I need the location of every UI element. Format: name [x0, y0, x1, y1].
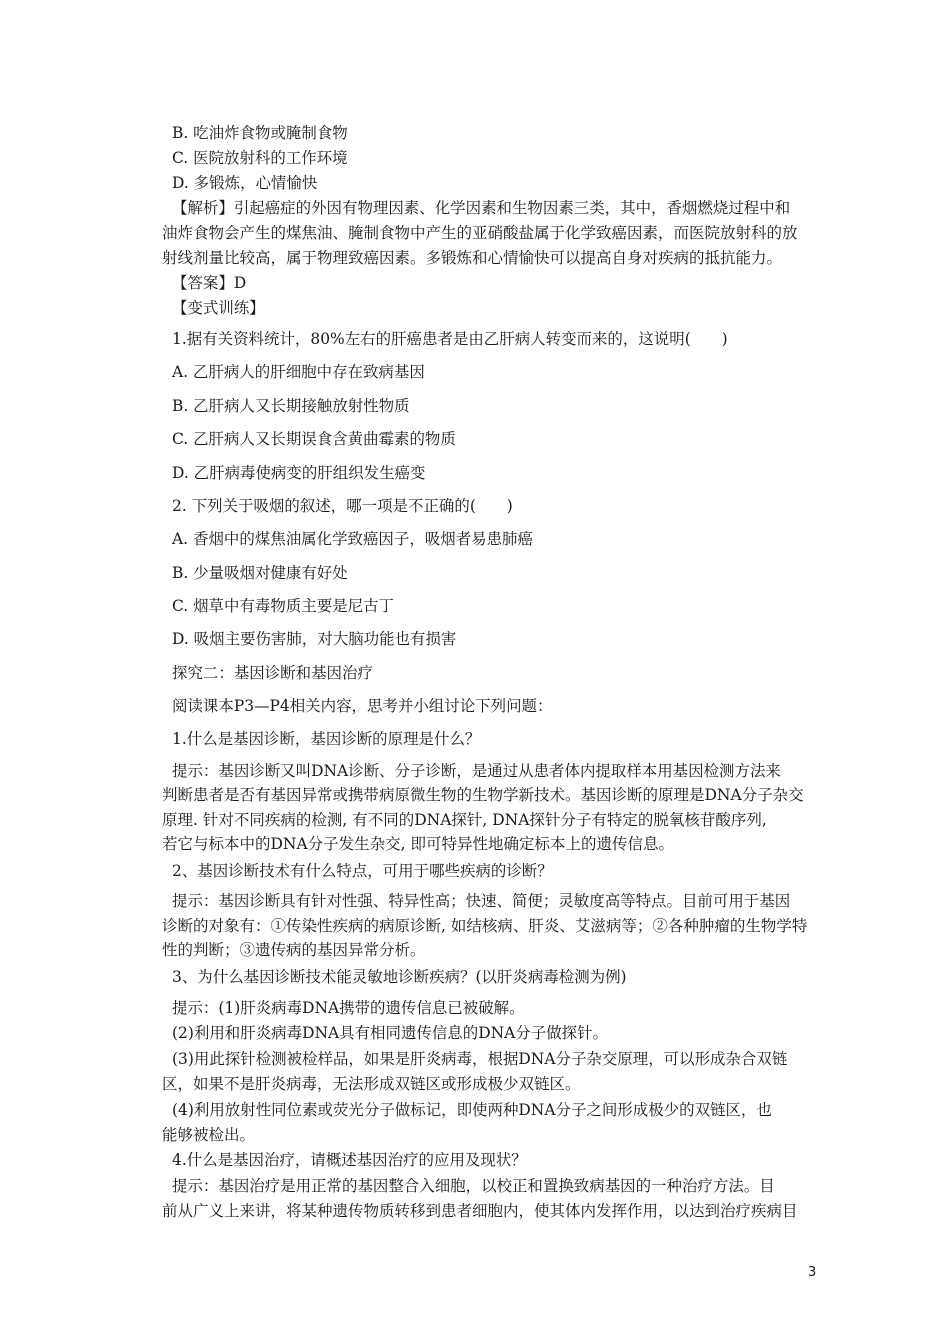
- discussion-q3: 3、为什么基因诊断技术能灵敏地诊断疾病？(以肝炎病毒检测为例): [172, 968, 627, 986]
- hint-2-line-2: 诊断的对象有：①传染性疾病的病原诊断, 如结核病、肝炎、艾滋病等；②各种肿瘤的生物学特: [162, 917, 808, 935]
- option-d: D. 多锻炼，心情愉快: [172, 174, 318, 192]
- hint-1-line-3: 原理. 针对不同疾病的检测, 有不同的DNA探针, DNA探针分子有特定的脱氧核苷酸序列,: [162, 811, 767, 829]
- hint-2-line-3: 性的判断；③遗传病的基因异常分析。: [162, 941, 426, 959]
- hint-3-line-5: (4)利用放射性同位素或荧光分子做标记，即使两种DNA分子之间形成极少的双链区，也: [172, 1101, 772, 1119]
- hint-4-line-2: 前从广义上来讲，将某种遗传物质转移到患者细胞内，使其体内发挥作用，以达到治疗疾病目: [162, 1202, 798, 1220]
- hint-1-line-2: 判断患者是否有基因异常或携带病原微生物的生物学新技术。基因诊断的原理是DNA分子杂交: [162, 786, 804, 804]
- q1-option-b: B. 乙肝病人又长期接触放射性物质: [172, 397, 410, 415]
- hint-3-line-4: 区，如果不是肝炎病毒，无法形成双链区或形成极少双链区。: [162, 1075, 581, 1093]
- analysis-line-2: 油炸食物会产生的煤焦油、腌制食物中产生的亚硝酸盐属于化学致癌因素，而医院放射科的放: [162, 224, 798, 242]
- hint-2-line-1: 提示：基因诊断具有针对性强、特异性高；快速、简便；灵敏度高等特点。目前可用于基因: [172, 892, 791, 910]
- reading-instruction: 阅读课本P3—P4相关内容，思考并小组讨论下列问题：: [172, 697, 553, 715]
- hint-3-line-6: 能够被检出。: [162, 1126, 256, 1144]
- q2-option-d: D. 吸烟主要伤害肺，对大脑功能也有损害: [172, 630, 457, 648]
- hint-1-line-1: 提示：基因诊断又叫DNA诊断、分子诊断，是通过从患者体内提取样本用基因检测方法来: [172, 762, 781, 780]
- discussion-q1: 1.什么是基因诊断，基因诊断的原理是什么？: [172, 730, 481, 748]
- hint-3-line-2: (2)利用和肝炎病毒DNA具有相同遗传信息的DNA分子做探针。: [172, 1024, 609, 1042]
- page-number: 3: [808, 1265, 817, 1280]
- analysis-line-1: 【解析】引起癌症的外因有物理因素、化学因素和生物因素三类，其中，香烟燃烧过程中和: [172, 199, 791, 217]
- discussion-q4: 4.什么是基因治疗，请概述基因治疗的应用及现状？: [172, 1151, 527, 1169]
- hint-1-line-4: 若它与标本中的DNA分子发生杂交, 即可特异性地确定标本上的遗传信息。: [162, 835, 675, 853]
- hint-3-line-3: (3)用此探针检测被检样品，如果是肝炎病毒，根据DNA分子杂交原理，可以形成杂合双链: [172, 1050, 788, 1068]
- question-1: 1.据有关资料统计，80%左右的肝癌患者是由乙肝病人转变而来的，这说明( ): [172, 330, 728, 348]
- q2-option-c: C. 烟草中有毒物质主要是尼古丁: [172, 597, 395, 615]
- q2-option-a: A. 香烟中的煤焦油属化学致癌因子，吸烟者易患肺癌: [172, 530, 533, 548]
- analysis-line-3: 射线剂量比较高，属于物理致癌因素。多锻炼和心情愉快可以提高自身对疾病的抵抗能力。: [162, 249, 783, 267]
- option-b: B. 吃油炸食物或腌制食物: [172, 124, 348, 142]
- q1-option-d: D. 乙肝病毒使病变的肝组织发生癌变: [172, 464, 426, 482]
- q1-option-a: A. 乙肝病人的肝细胞中存在致病基因: [172, 363, 425, 381]
- answer-label: 【答案】D: [172, 274, 247, 292]
- discussion-q2: 2、基因诊断技术有什么特点，可用于哪些疾病的诊断？: [172, 862, 553, 880]
- q2-option-b: B. 少量吸烟对健康有好处: [172, 564, 348, 582]
- question-2: 2. 下列关于吸烟的叙述，哪一项是不正确的( ): [172, 497, 513, 515]
- hint-3-line-1: 提示：(1)肝炎病毒DNA携带的遗传信息已被破解。: [172, 999, 525, 1017]
- option-c: C. 医院放射科的工作环境: [172, 149, 348, 167]
- variant-training-heading: 【变式训练】: [172, 299, 265, 317]
- q1-option-c: C. 乙肝病人又长期误食含黄曲霉素的物质: [172, 430, 456, 448]
- section-heading-2: 探究二：基因诊断和基因治疗: [172, 664, 373, 682]
- hint-4-line-1: 提示：基因治疗是用正常的基因整合入细胞，以校正和置换致病基因的一种治疗方法。目: [172, 1177, 775, 1195]
